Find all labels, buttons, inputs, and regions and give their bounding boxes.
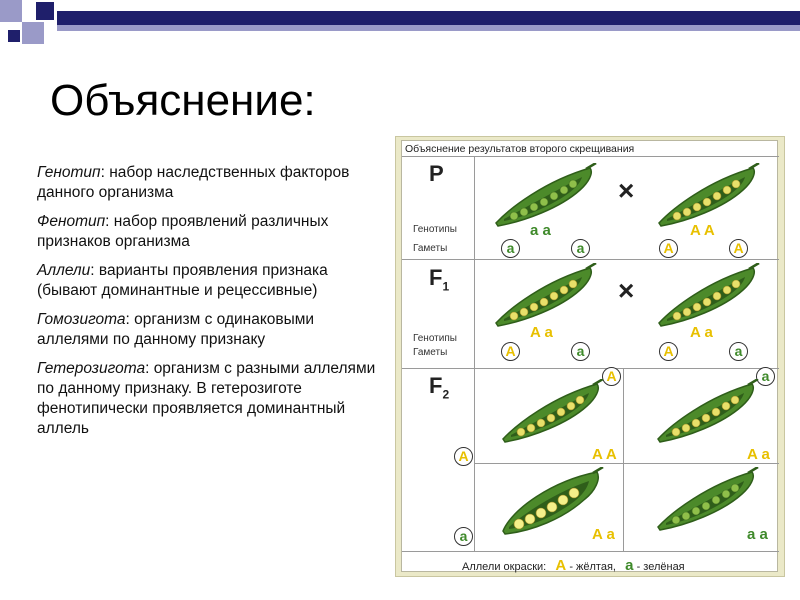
genotype-f1-right: A a (690, 324, 713, 341)
gamete-circle: a (454, 527, 473, 546)
genotype-p-right: A A (690, 222, 715, 239)
cross-figure (395, 136, 785, 577)
figure-title: Объяснение результатов второго скрещивания (405, 143, 635, 155)
definition-alleles: Аллели: варианты проявления признака (бывают доминантные и рецессивные) (37, 262, 328, 299)
gamete-circle: A (501, 342, 520, 361)
definition-genotype: Генотип: набор наследственных факторов данного организма (37, 164, 350, 201)
gamete-circle: a (501, 239, 520, 258)
gamete-circle: A (454, 447, 473, 466)
gametes-label: Гаметы (413, 243, 448, 254)
grid-line (474, 368, 475, 551)
grid-line (474, 156, 475, 368)
grid-line (402, 551, 779, 552)
definitions-list (37, 163, 387, 448)
f2-cell-genotype: A a (747, 446, 770, 463)
definition-phenotype: Фенотип: набор проявлений различных признаков организма (37, 213, 329, 250)
pea-pod-yellow (490, 263, 600, 328)
grid-line (402, 156, 779, 157)
header-bar (57, 11, 800, 25)
f2-cell-genotype: A a (592, 526, 615, 543)
gamete-circle: A (659, 342, 678, 361)
gamete-circle: a (571, 239, 590, 258)
header-square-1 (0, 0, 22, 22)
gametes-label: Гаметы (413, 347, 448, 358)
genotypes-label: Генотипы (413, 333, 457, 344)
grid-line (402, 259, 779, 260)
gamete-circle: A (659, 239, 678, 258)
gamete-circle: A (602, 367, 621, 386)
cross-symbol: × (618, 275, 635, 306)
pea-pod-yellow (497, 379, 607, 444)
cross-figure-panel (401, 140, 778, 572)
pea-pod-green (652, 467, 762, 532)
pea-pod-yellow-open (497, 467, 607, 537)
generation-label-p: P (429, 161, 444, 186)
grid-line (402, 368, 779, 369)
header-square-2 (22, 22, 44, 44)
gamete-circle: a (729, 342, 748, 361)
genotypes-label: Генотипы (413, 224, 457, 235)
genotype-f1-left: A a (530, 324, 553, 341)
gamete-circle: a (756, 367, 775, 386)
allele-legend: Аллели окраски: A - жёлтая, a - зелёная (462, 557, 685, 574)
gamete-circle: a (571, 342, 590, 361)
f2-cell-genotype: A A (592, 446, 617, 463)
definition-homozygote: Гомозигота: организм с одинаковыми аллелями по данному признаку (37, 311, 315, 348)
pea-pod-green (490, 163, 600, 228)
definition-heterozygote: Гетерозигота: организм с разными аллелями по данному признаку. В гетерозиготе фенотипически проявляется доминантный аллель (37, 360, 376, 437)
header-square-3 (36, 2, 54, 20)
slide-title: Объяснение: (50, 76, 316, 125)
generation-label-f2: $F_2$ (429, 373, 450, 402)
generation-label-f1: $F_1$ (429, 265, 450, 294)
grid-line (474, 463, 779, 464)
pea-pod-yellow (653, 163, 763, 228)
pea-pod-yellow (652, 379, 762, 444)
grid-line (623, 368, 624, 551)
f2-cell-genotype: a a (747, 526, 768, 543)
header-square-4 (8, 30, 20, 42)
cross-symbol: × (618, 175, 635, 206)
genotype-p-left: a a (530, 222, 551, 239)
pea-pod-yellow (653, 263, 763, 328)
header-bar-accent (57, 25, 800, 31)
gamete-circle: A (729, 239, 748, 258)
